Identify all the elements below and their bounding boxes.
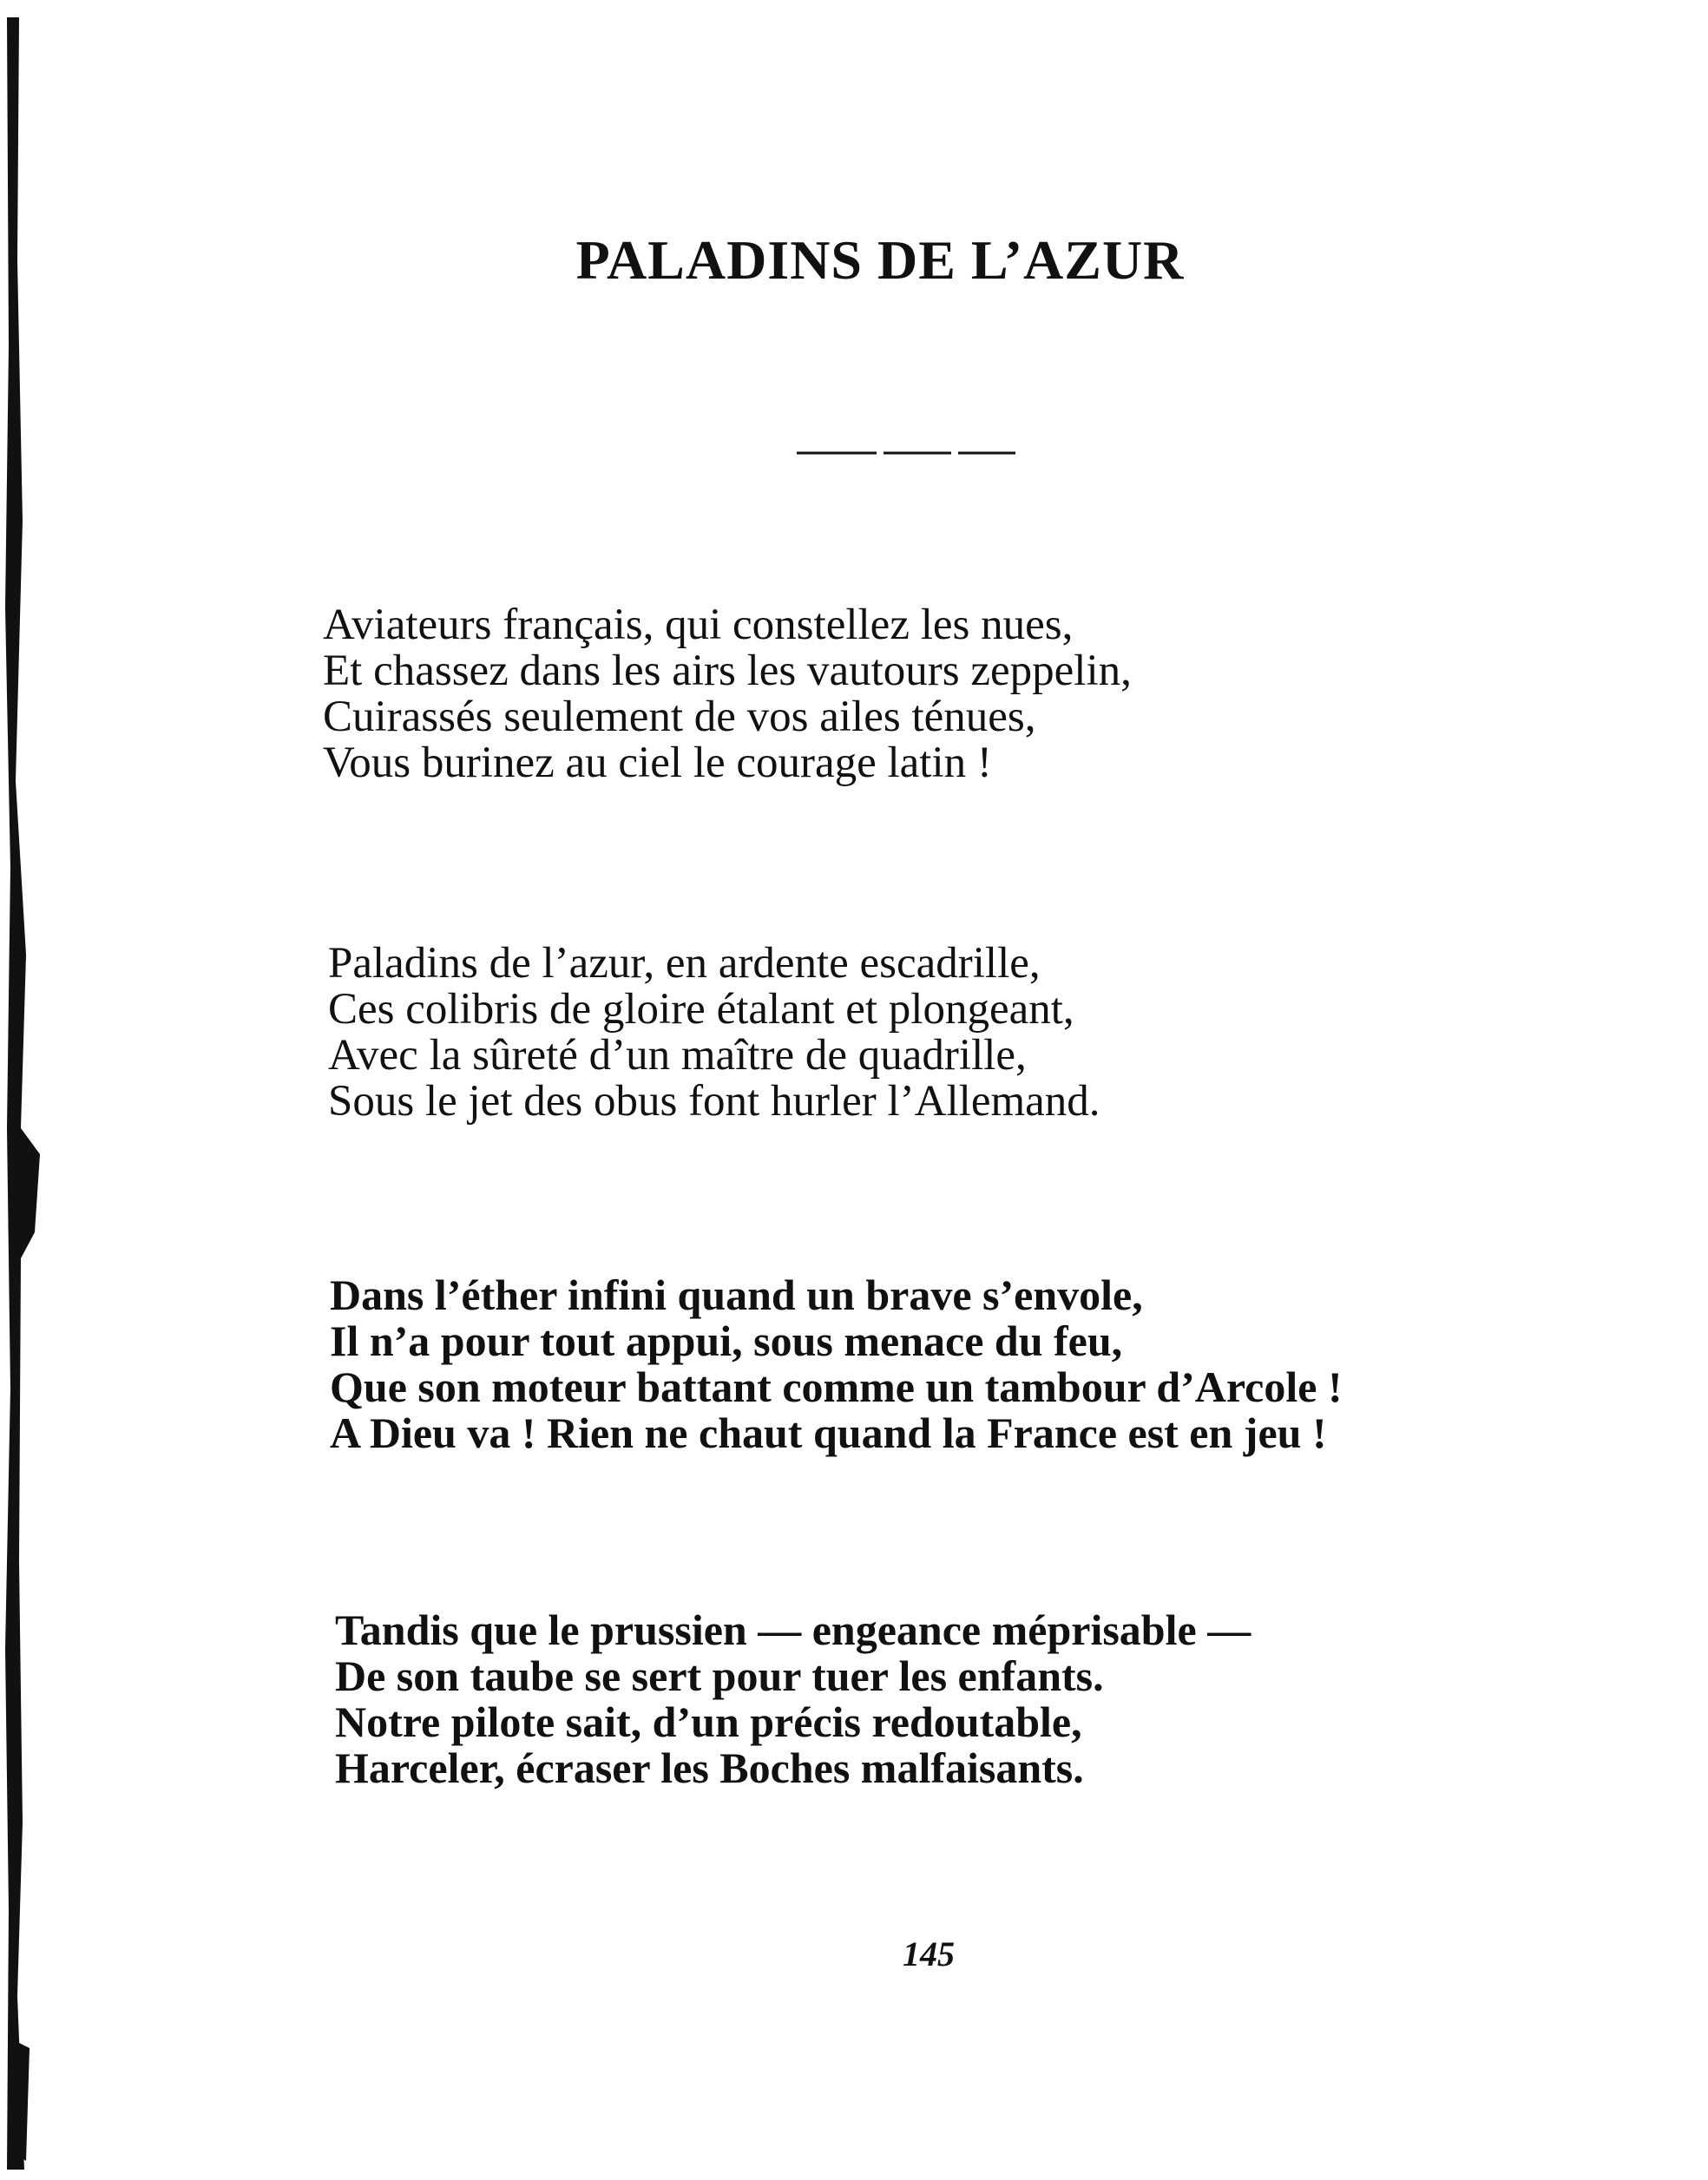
verse-line: Tandis que le prussien — engeance méprisable — — [335, 1605, 1251, 1654]
title-divider — [797, 451, 1015, 455]
verse-line: Cuirassés seulement de vos ailes ténues, — [323, 693, 1036, 741]
stanza-1 — [323, 602, 1132, 786]
verse-line: Ces colibris de gloire étalant et plongeant, — [328, 985, 1074, 1034]
verse-line: Il n’a pour tout appui, sous menace du feu, — [330, 1317, 1123, 1365]
verse-line: Que son moteur battant comme un tambour d’Arcole ! — [330, 1362, 1343, 1411]
verse-line: De son taube se sert pour tuer les enfants. — [335, 1651, 1104, 1700]
stanza-4 — [335, 1607, 1251, 1791]
stanza-3 — [330, 1272, 1343, 1456]
verse-line: Harceler, écraser les Boches malfaisants. — [335, 1743, 1084, 1792]
verse-line: Et chassez dans les airs les vautours zeppelin, — [323, 647, 1132, 695]
poem-title: PALADINS DE L’AZUR — [575, 229, 1185, 291]
verse-line: Avec la sûreté d’un maître de quadrille, — [328, 1031, 1027, 1080]
stanza-2 — [328, 941, 1100, 1125]
verse-line: Aviateurs français, qui constellez les nues, — [323, 601, 1074, 649]
verse-line: A Dieu va ! Rien ne chaut quand la France est en jeu ! — [330, 1408, 1327, 1457]
verse-line: Vous burinez au ciel le courage latin ! — [323, 739, 992, 787]
verse-line: Notre pilote sait, d’un précis redoutable, — [335, 1697, 1082, 1746]
verse-line: Sous le jet des obus font hurler l’Allemand. — [328, 1077, 1100, 1126]
verse-line: Paladins de l’azur, en ardente escadrille, — [328, 939, 1041, 988]
page-number: 145 — [903, 1934, 955, 1973]
verse-line: Dans l’éther infini quand un brave s’envole, — [330, 1271, 1143, 1319]
binding-edge — [0, 0, 52, 2180]
